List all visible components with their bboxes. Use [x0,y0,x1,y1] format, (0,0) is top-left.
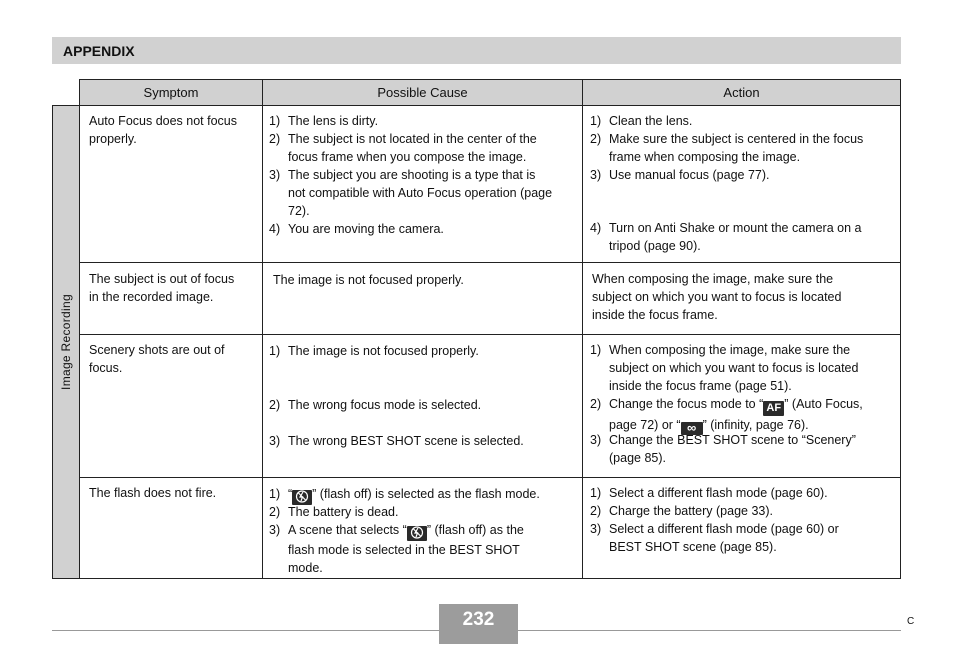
table-row-4-action [582,477,901,579]
cause-item: 2) The subject is not located in the center of the focus frame when you compose the image. [269,132,537,164]
corner-mark: C [907,616,915,627]
action-item: 2) Make sure the subject is centered in the focus frame when composing the image. [590,132,864,164]
table-row-1-cause [262,105,583,263]
table-row-4-cause [262,477,583,579]
symptom-text: The flash does not fire. [89,486,217,500]
action-item: 4) Turn on Anti Shake or mount the camera on a tripod (page 90). [590,221,862,253]
section-label-text: Image Recording [59,294,73,390]
action-item: 3) Use manual focus (page 77). [590,168,770,182]
column-header-label: Possible Cause [377,85,468,100]
header-bar [52,37,901,64]
cause-text: The image is not focused properly. [273,273,464,287]
af-icon: AF [763,401,784,416]
symptom-text: Auto Focus does not focus properly. [89,114,238,146]
symptom-text: The subject is out of focus in the recorded image. [89,272,235,304]
table-row-3-symptom [79,334,263,478]
cause-item: 2) The battery is dead. [269,505,399,519]
cause-item: 1) The lens is dirty. [269,114,379,128]
action-item: 3) Select a different flash mode (page 60) or BEST SHOT scene (page 85). [590,522,839,554]
action-item: 2) Charge the battery (page 33). [590,504,773,518]
column-header-cause [262,79,583,106]
table-row-1-symptom [79,105,263,263]
table-row-4-symptom [79,477,263,579]
cause-item: 1) “ ” (flash off) is selected as the flash mode. [269,485,579,503]
cause-item: 1) The image is not focused properly. [269,344,479,358]
symptom-text: Scenery shots are out of focus. [89,343,225,375]
table-row-3-action [582,334,901,478]
page-section-title: APPENDIX [63,43,135,59]
column-header-label: Symptom [143,85,199,100]
page-number-badge [439,604,518,644]
table-row-3-cause [262,334,583,478]
cause-item: 4) You are moving the camera. [269,222,444,236]
troubleshooting-table [52,79,901,579]
action-item: 1) Select a different flash mode (page 60). [590,486,828,500]
flash-off-icon [407,526,427,541]
action-item: 2) Change the focus mode to “ AF ” (Auto Focus, page 72) or “ ∞ ” (infinity, page 76). [590,397,863,435]
column-header-action [582,79,901,106]
page-number: 232 [462,609,495,630]
table-row-2-action [582,262,901,335]
action-item: 1) When composing the image, make sure the subject on which you want to focus is located inside the focus frame (page 51). [590,343,859,393]
action-text: When composing the image, make sure the subject on which you want to focus is located inside the focus frame. [592,272,842,322]
action-item: 1) Clean the lens. [590,114,693,128]
cause-item: 3) The wrong BEST SHOT scene is selected. [269,434,524,448]
cause-item: 3) The subject you are shooting is a type that is not compatible with Auto Focus operation (page 72). [269,168,553,218]
cause-item: 3) A scene that selects “ ” (flash off) as the flash mode is selected in the BEST SHOT mode. [269,523,524,575]
table-row-1-action [582,105,901,263]
column-header-symptom [79,79,263,106]
action-item: 3) Change the BEST SHOT scene to “Scenery” (page 85). [590,433,856,465]
section-side-label [52,105,80,579]
column-header-label: Action [723,85,760,100]
infinity-icon: ∞ [681,422,703,435]
cause-item: 2) The wrong focus mode is selected. [269,398,482,412]
table-row-2-symptom [79,262,263,335]
table-row-2-cause [262,262,583,335]
